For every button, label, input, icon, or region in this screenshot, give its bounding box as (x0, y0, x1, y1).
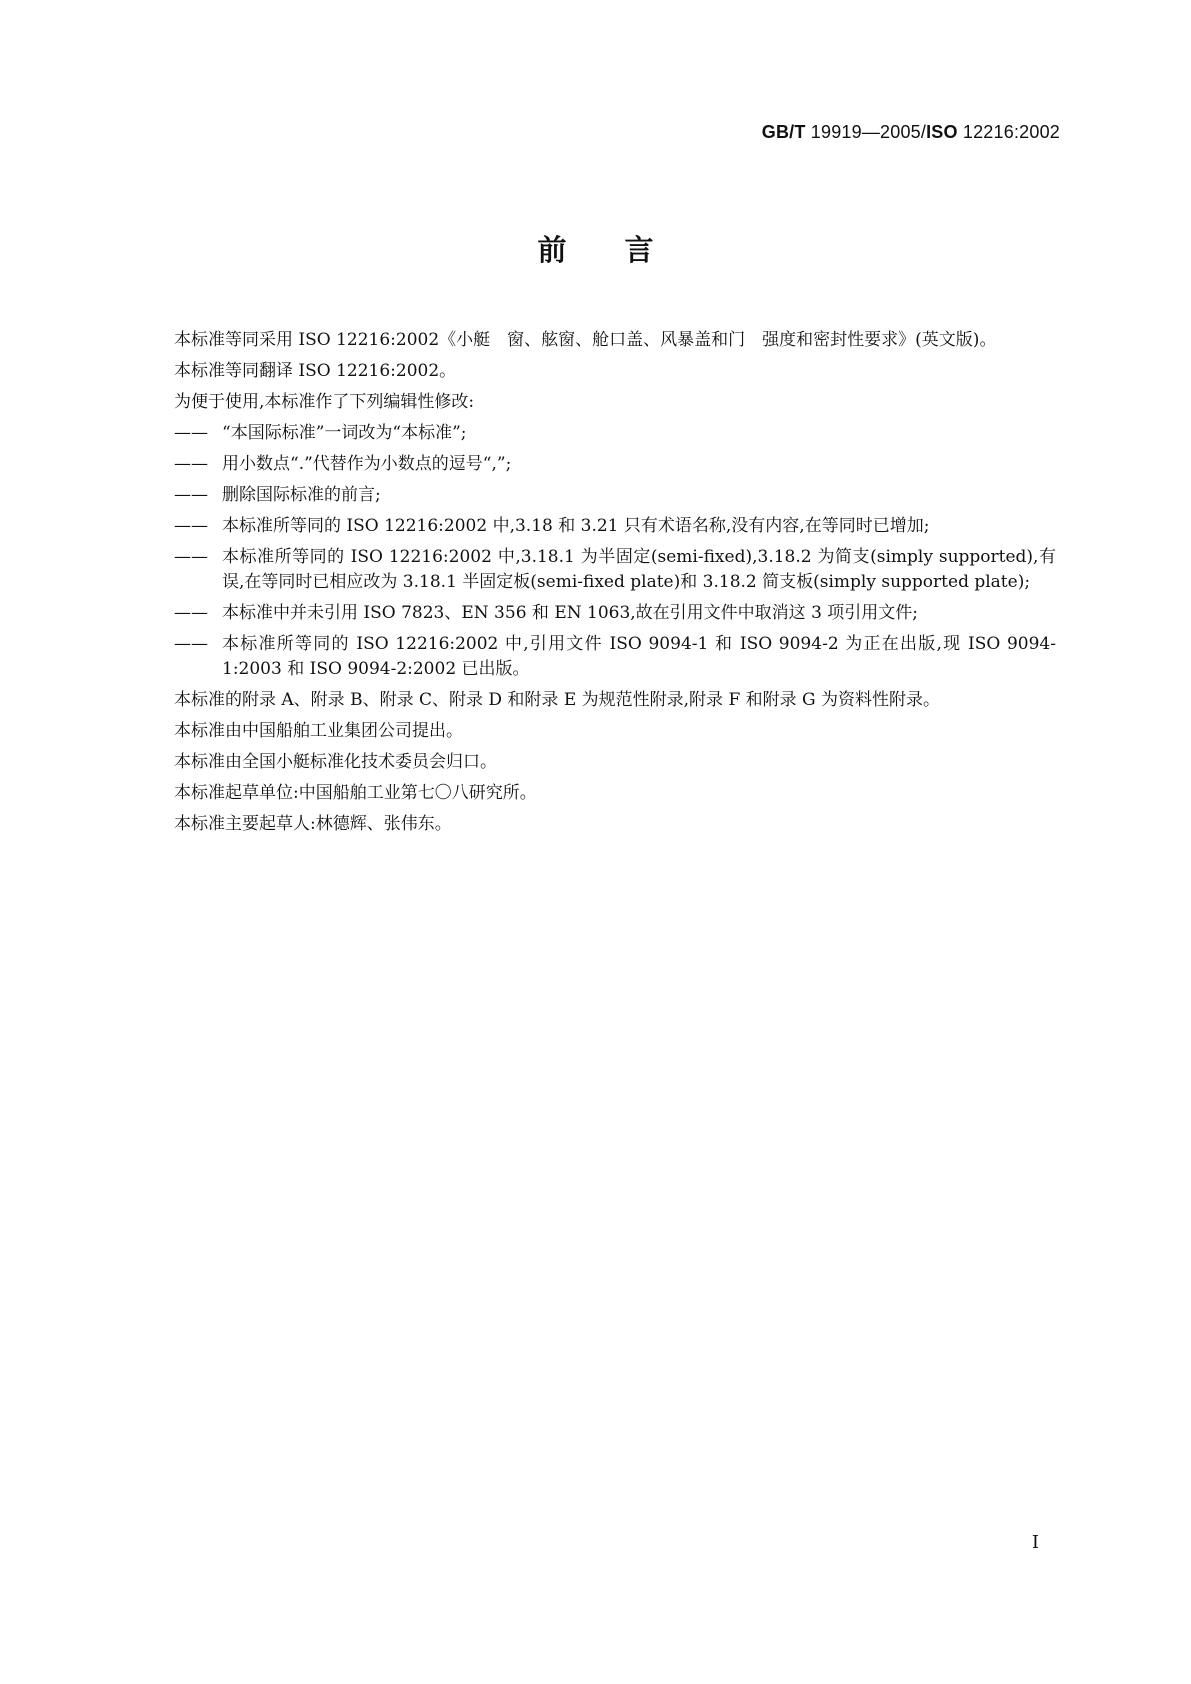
standard-iso-prefix: ISO (926, 122, 958, 142)
list-item (131, 601, 1056, 626)
paragraph-modifications-intro: 为便于使用,本标准作了下列编辑性修改: (174, 392, 475, 412)
list-item-text: 本标准所等同的 ISO 12216:2002 中,3.18 和 3.21 只有术语名称,没有内容,在等同时已增加; (222, 516, 930, 536)
list-item (131, 483, 1056, 508)
paragraph-proposed-by: 本标准由中国船舶工业集团公司提出。 (174, 721, 463, 741)
paragraph-administered-by: 本标准由全国小艇标准化技术委员会归口。 (174, 752, 497, 772)
paragraph-translation: 本标准等同翻译 ISO 12216:2002。 (174, 361, 457, 381)
list-item-text: 用小数点“.”代替作为小数点的逗号“,”; (222, 454, 512, 474)
list-dash: —— (174, 603, 208, 623)
list-dash: —— (174, 485, 208, 505)
page-number: I (1031, 1532, 1039, 1553)
list-item-text: “本国际标准”一词改为“本标准”; (222, 423, 467, 443)
list-item-text: 本标准所等同的 ISO 12216:2002 中,引用文件 ISO 9094-1 和 ISO 9094-2 为正在出版,现 ISO 9094-1:2003 和 ISO 9094-2:2002 已出版。 (222, 634, 1056, 679)
page-title: 前言 (537, 233, 712, 267)
standard-iso-number: 12216:2002 (957, 122, 1060, 142)
list-item (131, 452, 1056, 477)
list-item-text: 本标准中并未引用 ISO 7823、EN 356 和 EN 1063,故在引用文件中取消这 3 项引用文件; (222, 603, 919, 623)
list-item (131, 421, 1056, 446)
paragraph-drafters: 本标准主要起草人:林德辉、张伟东。 (174, 814, 452, 834)
list-dash: —— (174, 516, 208, 536)
standard-gb-prefix: GB/T (761, 122, 806, 142)
list-item-text: 本标准所等同的 ISO 12216:2002 中,3.18.1 为半固定(semi-fixed),3.18.2 为简支(simply supported),有误,在等同时已相应改为 3.18.1 半固定板(semi-fixed plate)和 3.18.2 简支板(simply supported plate); (222, 547, 1056, 592)
foreword-body (131, 328, 1056, 843)
standard-number (762, 122, 1060, 143)
list-dash: —— (174, 423, 208, 443)
list-dash: —— (174, 547, 208, 567)
paragraph-drafting-unit: 本标准起草单位:中国船舶工业第七〇八研究所。 (174, 783, 537, 803)
list-item-text: 删除国际标准的前言; (222, 485, 381, 505)
list-item (131, 632, 1056, 682)
list-dash: —— (174, 454, 208, 474)
paragraph-annexes: 本标准的附录 A、附录 B、附录 C、附录 D 和附录 E 为规范性附录,附录 F 和附录 G 为资料性附录。 (174, 690, 941, 710)
paragraph-adoption: 本标准等同采用 ISO 12216:2002《小艇 窗、舷窗、舱口盖、风暴盖和门 强度和密封性要求》(英文版)。 (174, 330, 997, 350)
list-dash: —— (174, 634, 208, 654)
list-item (131, 514, 1056, 539)
list-item (131, 545, 1056, 595)
standard-gb-number: 19919—2005/ (805, 122, 927, 142)
